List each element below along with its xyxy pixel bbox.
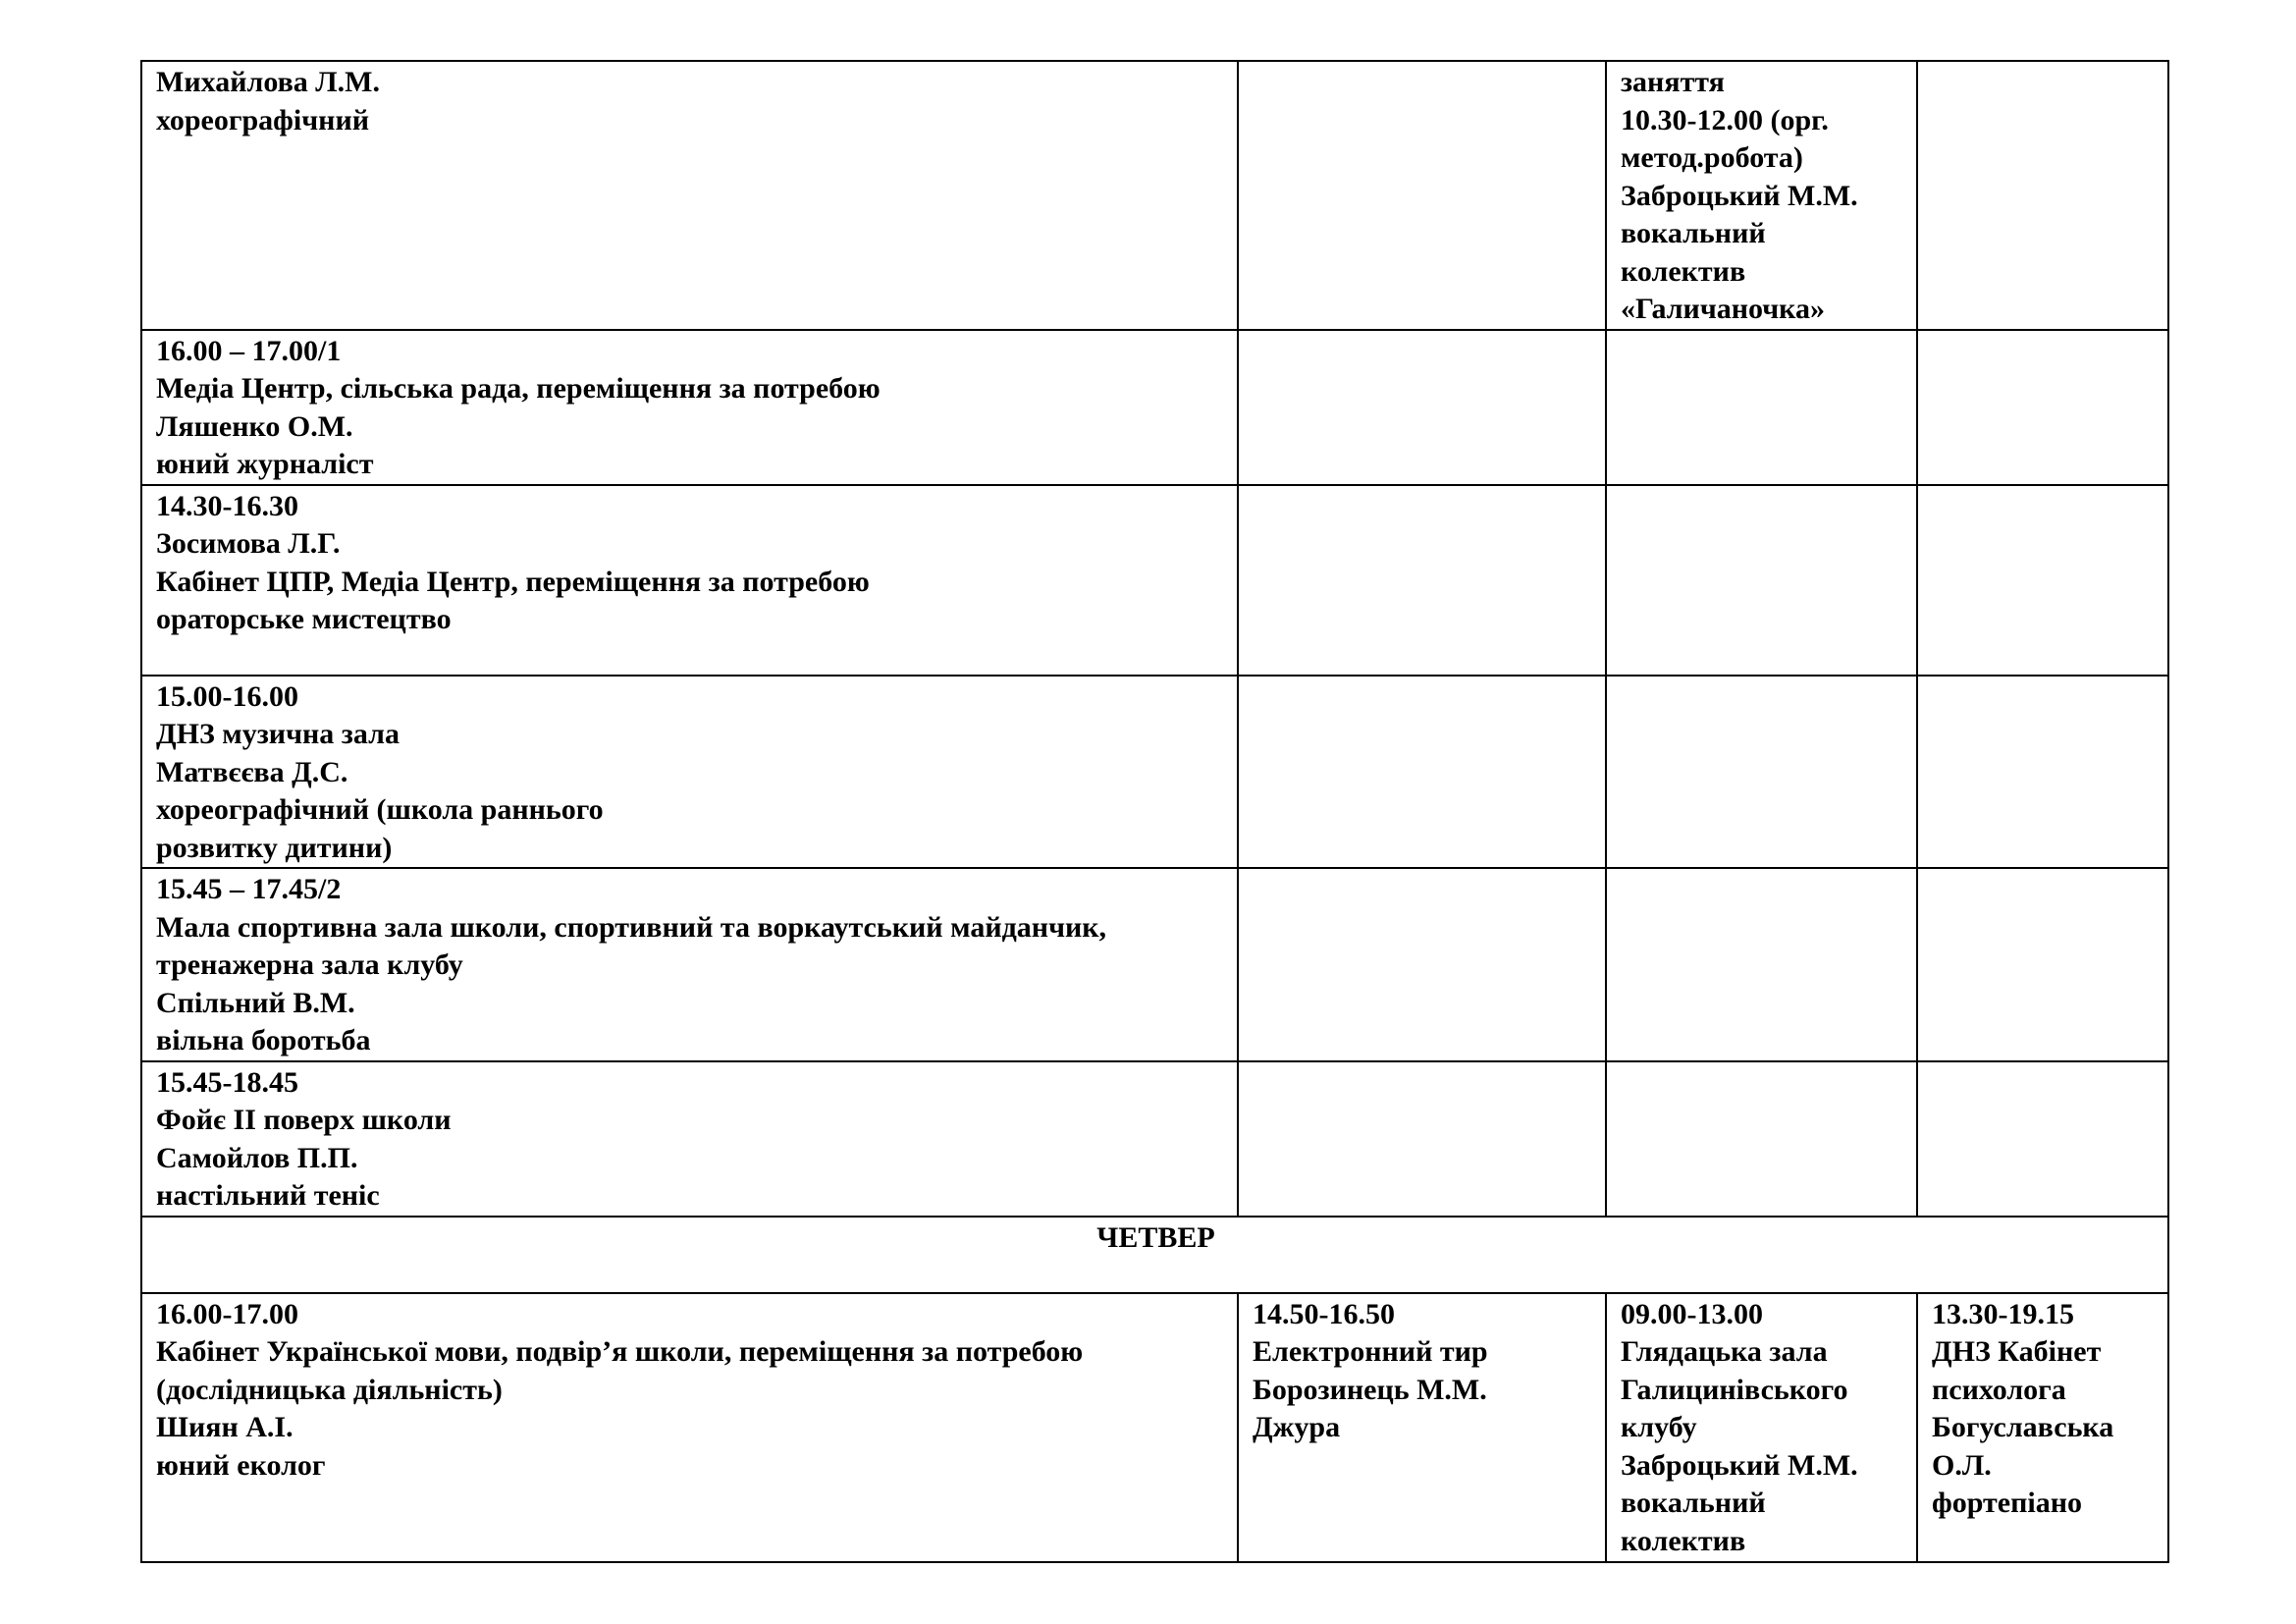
schedule-cell-empty [1606, 1061, 1917, 1217]
cell-line: Михайлова Л.М. [156, 66, 380, 98]
cell-line: Ляшенко О.М. [156, 409, 353, 443]
schedule-cell-empty [1917, 1061, 2168, 1217]
schedule-cell [141, 868, 1238, 1061]
table-row [141, 485, 2168, 676]
cell-line: О.Л. [1932, 1448, 1992, 1482]
cell-line: метод.робота) [1621, 141, 1803, 174]
cell-line: Спільний В.М. [156, 986, 355, 1019]
schedule-cell-empty [1917, 868, 2168, 1061]
cell-line: вокальний [1621, 1487, 1766, 1519]
cell-line: 16.00-17.00 [156, 1297, 298, 1330]
schedule-cell-empty [1238, 330, 1606, 485]
schedule-cell [1606, 1293, 1917, 1562]
cell-line: психолога [1932, 1373, 2066, 1406]
schedule-cell [1606, 61, 1917, 330]
schedule-cell-empty [1238, 61, 1606, 330]
cell-line: клубу [1621, 1411, 1697, 1443]
cell-line: Заброцький М.М. [1621, 179, 1858, 212]
schedule-cell-empty [1917, 330, 2168, 485]
schedule-cell-empty [1238, 868, 1606, 1061]
schedule-cell [141, 1061, 1238, 1217]
schedule-cell-empty [1238, 1061, 1606, 1217]
cell-line: колектив [1621, 254, 1746, 288]
schedule-cell [1917, 1293, 2168, 1562]
schedule-cell-empty [1917, 676, 2168, 869]
cell-line: Джура [1253, 1411, 1341, 1443]
cell-line: юний журналіст [156, 448, 374, 480]
table-row [141, 868, 2168, 1061]
schedule-cell-empty [1917, 61, 2168, 330]
cell-line: Мала спортивна зала школи, спортивний та воркаутський майданчик, [156, 910, 1107, 944]
cell-line: 15.00-16.00 [156, 679, 298, 713]
cell-line: 13.30-19.15 [1932, 1297, 2074, 1330]
cell-line: Кабінет ЦПР, Медіа Центр, переміщення за потребою [156, 565, 870, 598]
cell-line: Кабінет Української мови, подвір’я школи, переміщення за потребою [156, 1335, 1084, 1368]
cell-line: Глядацька зала [1621, 1335, 1828, 1368]
schedule-cell [141, 676, 1238, 869]
schedule-cell-empty [1238, 485, 1606, 676]
cell-line: Заброцький М.М. [1621, 1448, 1858, 1482]
schedule-cell-empty [1238, 676, 1606, 869]
cell-line: тренажерна зала клубу [156, 948, 463, 981]
cell-line: Фойє ІІ поверх школи [156, 1104, 452, 1136]
table-row [141, 676, 2168, 869]
cell-line: Борозинець М.М. [1253, 1373, 1487, 1406]
table-row [141, 1061, 2168, 1217]
cell-line: юний еколог [156, 1448, 326, 1482]
schedule-cell [141, 485, 1238, 676]
schedule-cell-empty [1606, 330, 1917, 485]
cell-line: колектив [1621, 1524, 1746, 1557]
cell-line: вільна боротьба [156, 1024, 371, 1056]
cell-line: 10.30-12.00 (орг. [1621, 103, 1829, 136]
cell-line: Богуславська [1932, 1411, 2114, 1443]
cell-line: ораторське мистецтво [156, 603, 452, 635]
table-row [141, 1293, 2168, 1562]
schedule-table [140, 60, 2169, 1563]
table-row [141, 330, 2168, 485]
schedule-cell-empty [1606, 485, 1917, 676]
cell-line: Самойлов П.П. [156, 1141, 358, 1174]
cell-line: 14.30-16.30 [156, 489, 298, 522]
schedule-cell [141, 330, 1238, 485]
cell-line: вокальний [1621, 217, 1766, 249]
schedule-cell-empty [1606, 868, 1917, 1061]
cell-line: 09.00-13.00 [1621, 1297, 1763, 1330]
cell-line: 16.00 – 17.00/1 [156, 334, 342, 367]
cell-line: 15.45-18.45 [156, 1065, 298, 1099]
schedule-cell-empty [1917, 485, 2168, 676]
cell-line: (дослідницька діяльність) [156, 1373, 503, 1406]
schedule-cell [141, 1293, 1238, 1562]
schedule-cell [141, 61, 1238, 330]
schedule-cell [1238, 1293, 1606, 1562]
cell-line: розвитку дитини) [156, 831, 393, 864]
cell-line: фортепіано [1932, 1487, 2083, 1519]
cell-line: заняття [1621, 66, 1725, 98]
cell-line: ДНЗ Кабінет [1932, 1335, 2102, 1368]
cell-line: хореографічний [156, 103, 370, 136]
cell-line: Зосимова Л.Г. [156, 527, 341, 560]
table-row [141, 61, 2168, 330]
cell-line: «Галичаночка» [1621, 293, 1826, 325]
cell-line: настільний теніс [156, 1179, 380, 1212]
cell-line: ДНЗ музична зала [156, 718, 400, 750]
cell-line: Електронний тир [1253, 1335, 1488, 1368]
day-header-label: ЧЕТВЕР [1096, 1220, 1215, 1254]
cell-line: Галицинівського [1621, 1373, 1848, 1406]
schedule-cell-empty [1606, 676, 1917, 869]
day-header-thursday [141, 1217, 2168, 1293]
cell-line: Медіа Центр, сільська рада, переміщення за потребою [156, 372, 881, 405]
cell-line: 14.50-16.50 [1253, 1297, 1395, 1330]
cell-line: Матвєєва Д.С. [156, 755, 348, 788]
cell-line: 15.45 – 17.45/2 [156, 873, 342, 905]
cell-line: Шиян А.І. [156, 1411, 294, 1443]
cell-line: хореографічний (школа раннього [156, 793, 604, 826]
day-header-row [141, 1217, 2168, 1293]
